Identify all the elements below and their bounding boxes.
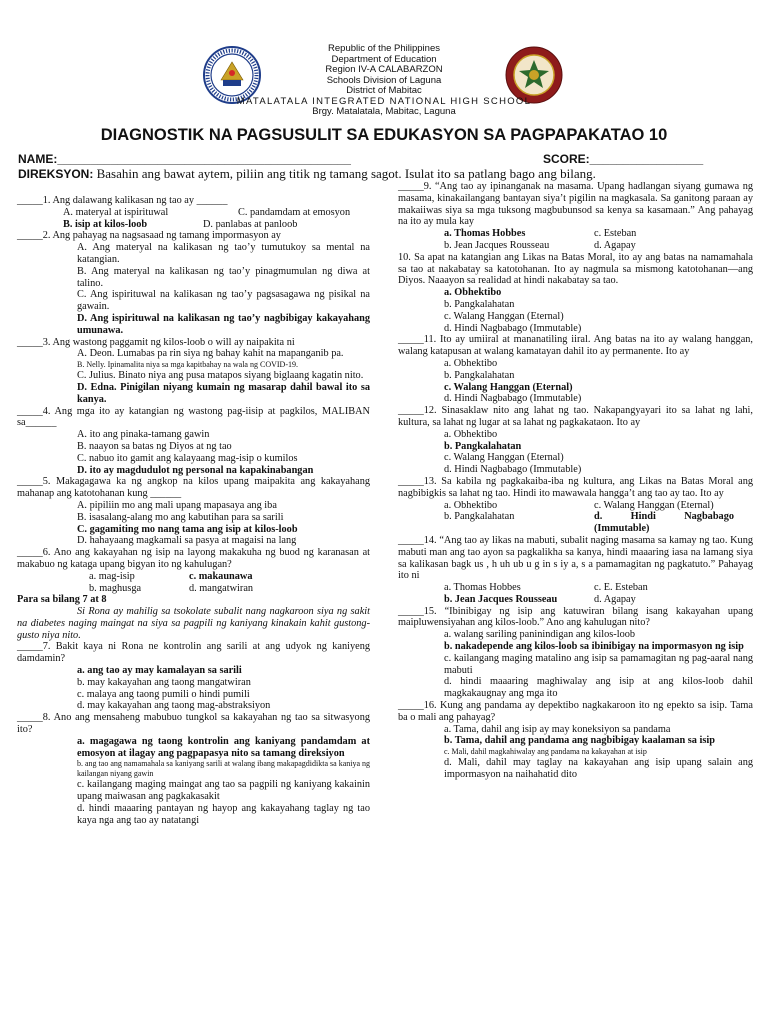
- q13-choice-a: a. Obhektibo: [444, 499, 498, 511]
- q16-choice-c: c. Mali, dahil magkahiwalay ang pandama na kakayahan at isip: [444, 747, 647, 757]
- q13-choice-d: d. Hindi Nagbabago (Immutable): [594, 511, 734, 535]
- q9-choice-a: a. Thomas Hobbes: [444, 228, 526, 240]
- q10-choice-a: a. Obhektibo: [444, 287, 502, 299]
- q14-choice-c: c. E. Esteban: [594, 582, 648, 594]
- q11-choice-b: b. Pangkalahatan: [444, 369, 515, 381]
- q10-choice-b: b. Pangkalahatan: [444, 298, 515, 310]
- q13-choice-c: c. Walang Hanggan (Eternal): [594, 499, 714, 511]
- q9-choices-row2: [398, 240, 753, 252]
- q14-choice-a: a. Thomas Hobbes: [444, 582, 521, 594]
- q7-choice-c: c. malaya ang taong pumili o hindi pumili: [77, 688, 250, 700]
- q6-choice-a: a. mag-isip: [89, 570, 135, 582]
- header-line3: Region IV-A CALABARZON: [325, 64, 443, 75]
- q16-choice-d: d. Mali, dahil may taglay na kakayahan ang isip upang salain ang impormasyon na naihahatid dito: [444, 757, 753, 781]
- q5-choice-a: A. pipiliin mo ang mali upang mapasaya ang iba: [77, 499, 277, 511]
- q14-choices-row1: [398, 582, 753, 594]
- q15-choice-d: d. hindi maaaring maghiwalay ang isip at ang kilos-loob dahil magkakaugnay ang mga ito: [444, 676, 753, 700]
- q8-choice-c: c. kailangang maging maingat ang tao sa pagpili ng kaniyang kakainin upang maiwasan ang pagkakasakit: [77, 779, 370, 803]
- q12-choice-d: d. Hindi Nagbabago (Immutable): [444, 464, 582, 476]
- q6-choices-row1: [17, 571, 370, 583]
- q3-choice-b: B. Nelly. Ipinamalita niya sa mga kapitbahay na wala ng COVID-19.: [77, 360, 298, 370]
- q10-stem: 10. Sa apat na katangian ang Likas na Batas Moral, ito ay ang batas na namamahala sa tao at nakabatay sa katotohanan. Ito ay nagmula sa mismong katotohanan—ang Diyos. Naaayon sa realidad at hindi nakabatay sa tao.: [398, 251, 753, 287]
- right-column: [398, 181, 753, 781]
- left-column: [17, 195, 370, 827]
- q4-choice-b: B. naayon sa batas ng Diyos at ng tao: [77, 440, 232, 452]
- q16-stem: _____16. Kung ang pandama ay depektibo nagkakaroon ito ng epekto sa isip. Tama ba o mali ang pahayag?: [398, 700, 753, 723]
- q7-choice-b: b. may kakayahan ang taong mangatwiran: [77, 676, 251, 688]
- q6-choice-b: b. maghusga: [89, 582, 142, 594]
- q15-choice-c: c. kailangang maging matalino ang isip sa pamamagitan ng pag-aaral nang mabuti: [444, 652, 753, 676]
- passage-heading: Para sa bilang 7 at 8: [17, 594, 107, 606]
- q14-choice-d: d. Agapay: [594, 593, 636, 605]
- q9-stem: _____9. “Ang tao ay ipinanganak na masama. Upang hadlangan siyang gumawa ng masama, kinakailangang bantayan siya’t pigilin na magkasala. Sa ganitong paraan ay makaiiwas siya sa mga tuksong magbubunsod sa kenya sa kasamaan.” Ang pahayag na ito ay mula kay: [398, 181, 753, 228]
- q7-choice-d: d. may kakayahan ang taong mag-abstraksiyon: [77, 700, 271, 712]
- q4-choice-c: C. nabuo ito gamit ang kalayaang mag-isip o kumilos: [77, 452, 298, 464]
- q2-choice-d: D. Ang ispirituwal na kalikasan ng tao’y nagbibigay kakayahang umunawa.: [77, 312, 370, 336]
- q2-choice-c: C. Ang ispirituwal na kalikasan ng tao’y pagsasagawa ng pisikal na gawain.: [77, 289, 370, 313]
- q5-choice-b: B. isasalang-alang mo ang kabutihan para sa sarili: [77, 511, 284, 523]
- q2-stem: _____2. Ang pahayag na nagsasaad ng tamang impormasyon ay: [17, 230, 281, 242]
- header-line1: Republic of the Philippines: [328, 43, 440, 54]
- letterhead: [0, 44, 768, 118]
- q5-choice-c: C. gagamiting mo nang tama ang isip at kilos-loob: [77, 523, 298, 535]
- q10-choice-d: d. Hindi Nagbabago (Immutable): [444, 322, 582, 334]
- q7-stem: _____7. Bakit kaya ni Rona ne kontrolin ang sarili at ang udyok ng kaniyeng damdamin?: [17, 641, 370, 665]
- q3-choice-d: D. Edna. Pinigilan niyang kumain ng masarap dahil bawal ito sa kanya.: [77, 381, 370, 405]
- q1-choice-b: B. isip at kilos-loob: [63, 218, 148, 230]
- q1-stem: _____1. Ang dalawang kalikasan ng tao ay ______: [17, 195, 228, 206]
- q8-choice-d: d. hindi maaaring pantayan ng hayop ang kakayahang taglay ng tao kaya nga ang tao ay natatangi: [77, 803, 370, 826]
- q6-choice-d: d. mangatwiran: [189, 582, 254, 594]
- q1-choices-row2: [17, 219, 370, 231]
- q1-choice-c: C. pandamdam at emosyon: [238, 206, 351, 218]
- header-line5: District of Mabitac: [346, 85, 422, 96]
- q10-choice-c: c. Walang Hanggan (Eternal): [444, 310, 564, 322]
- q4-choice-a: A. ito ang pinaka-tamang gawin: [77, 429, 210, 441]
- q13-choices-row2: [398, 511, 753, 535]
- school-name: MATALATALA INTEGRATED NATIONAL HIGH SCHOOL: [236, 95, 532, 107]
- exam-title: DIAGNOSTIK NA PAGSUSULIT SA EDUKASYON SA PAGPAPAKATAO 10: [100, 126, 668, 144]
- school-address: Brgy. Matalatala, Mabitac, Laguna: [312, 106, 456, 117]
- q15-choice-a: a. walang sariling paninindigan ang kilos-loob: [444, 629, 636, 641]
- passage-text: Si Rona ay mahilig sa tsokolate subalit nang nagkaroon siya ng sakit na diabetes naging maingat na siya sa pagpili ng kaniyang kinakain kahit gustong-gusto niya nito.: [17, 606, 370, 641]
- q11-choice-a: a. Obhektibo: [444, 357, 498, 369]
- q6-choice-c: c. makaunawa: [189, 570, 253, 582]
- q1-choices-row1: [17, 207, 370, 219]
- q5-stem: _____5. Makagagawa ka ng angkop na kilos upang maipakita ang kakayahang mahanap ang katotohanan kung ______: [17, 476, 370, 500]
- q12-choice-b: b. Pangkalahatan: [444, 440, 522, 452]
- q12-stem: _____12. Sinasaklaw nito ang lahat ng tao. Nakapangyayari ito sa lahat ng lahi, kultura, sa lahat ng lugar at sa lahat ng pagkakataon. Ito ay: [398, 405, 753, 428]
- q9-choice-d: d. Agapay: [594, 239, 636, 251]
- name-score-row: [18, 152, 753, 166]
- q8-stem: _____8. Ano ang mensaheng mabubuo tungkol sa kakayahan ng tao sa sitwasyong ito?: [17, 712, 370, 736]
- q16-choice-b: b. Tama, dahil ang pandama ang nagbibigay kaalaman sa isip: [444, 735, 715, 747]
- q7-choice-a: a. ang tao ay may kamalayan sa sarili: [77, 665, 242, 677]
- header-line4: Schools Division of Laguna: [326, 74, 442, 86]
- q3-choice-c: C. Julius. Binato niya ang pusa matapos siyang biglaang kagatin nito.: [77, 370, 364, 382]
- q8-choice-b: b. ang tao ang namamahala sa kaniyang sarili at walang ibang makapagdidikta sa kaniya ng kailangan niyang gawin: [77, 759, 371, 779]
- directions: [18, 166, 758, 182]
- name-field[interactable]: NAME:____________________________________________: [18, 152, 351, 166]
- q14-choice-b: b. Jean Jacques Rousseau: [444, 593, 558, 605]
- q14-stem: _____14. “Ang tao ay likas na mabuti, subalit naging masama sa kamay ng tao. Kung mabuti man ang tao ayon sa pagkalikha sa kanya, hindi maaaring iasa na lamang siya sa kalikasan bagk us , h uh ub u g in s iy a, s a pamamagitan ng pagkatuto.” Pahayag ito ni: [398, 534, 753, 582]
- q14-choices-row2: [398, 594, 753, 606]
- q1-choice-a: A. materyal at ispirituwal: [63, 206, 169, 218]
- q11-stem: _____11. Ito ay umiiral at mananatiling iiral. Ang batas na ito ay walang hanggan, walang katapusan at walang kamatayan dahil ito ay permanente. Ito ay: [398, 334, 753, 358]
- q12-choice-c: c. Walang Hanggan (Eternal): [444, 452, 564, 464]
- q3-choice-a: A. Deon. Lumabas pa rin siya ng bahay kahit na mapanganib pa.: [77, 348, 344, 360]
- q11-choice-c: c. Walang Hanggan (Eternal): [444, 381, 573, 393]
- q9-choices-row1: [398, 228, 753, 240]
- q6-choices-row2: [17, 583, 370, 595]
- q9-choice-b: b. Jean Jacques Rousseau: [444, 239, 550, 251]
- q5-choice-d: D. hahayaang magkamali sa pasya at magaisi na lang: [77, 535, 297, 547]
- q13-choice-b: b. Pangkalahatan: [444, 511, 515, 523]
- q4-stem: _____4. Ang mga ito ay katangian ng wastong pag-iisip at pagkilos, MALIBAN sa______: [17, 405, 370, 429]
- score-field[interactable]: SCORE:_________________: [543, 152, 704, 166]
- q8-choice-a: a. magagawa ng taong kontrolin ang kaniyang pandamdam at emosyon at ilagay ang pagpapasya nito sa tamang direksiyon: [77, 735, 370, 759]
- q9-choice-c: c. Esteban: [594, 228, 637, 240]
- q1-choice-d: D. panlabas at panloob: [203, 218, 298, 230]
- q4-choice-d: D. ito ay magdudulot ng personal na kapakinabangan: [77, 464, 314, 476]
- directions-label: DIREKSYON:: [18, 167, 94, 181]
- q13-choices-row1: [398, 500, 753, 512]
- q15-stem: _____15. “Ibinibigay ng isip ang katuwiran bilang isang kakayahan upang maipluwensiyahan ang kilos-loob.” Ano ang kahulugan nito?: [398, 605, 753, 629]
- q12-choice-a: a. Obhektibo: [444, 428, 498, 440]
- q2-choice-a: A. Ang materyal na kalikasan ng tao’y tumutukoy sa mental na katangian.: [77, 242, 370, 265]
- q6-stem: _____6. Ano ang kakayahan ng isip na layong makakuha ng buod ng karanasan at makabuo ng kataga upang bigyan ito ng kahulugan?: [17, 547, 370, 570]
- q15-choice-b: b. nakadepende ang kilos-loob sa ibinibigay na impormasyon ng isip: [444, 641, 744, 653]
- directions-text: Basahin ang bawat aytem, piliin ang titik ng tamang sagot. Isulat ito sa patlang bago ang bilang.: [93, 166, 596, 181]
- q13-stem: _____13. Sa kabila ng pagkakaiba-iba ng kultura, ang Likas na Batas Moral ang nagbibigkis sa lahat ng tao. Hindi ito mawawala hangga’t ang tao ay tao. Ito ay: [398, 475, 753, 499]
- q16-choice-a: a. Tama, dahil ang isip ay may koneksiyon sa pandama: [444, 723, 671, 735]
- q11-choice-d: d. Hindi Nagbabago (Immutable): [444, 393, 582, 405]
- q2-choice-b: B. Ang materyal na kalikasan ng tao’y pinagmumulan ng diwa at talino.: [77, 265, 370, 289]
- header-line2: Department of Education: [331, 53, 437, 65]
- q3-stem: _____3. Ang wastong paggamit ng kilos-loob o will ay naipakita ni: [17, 336, 295, 348]
